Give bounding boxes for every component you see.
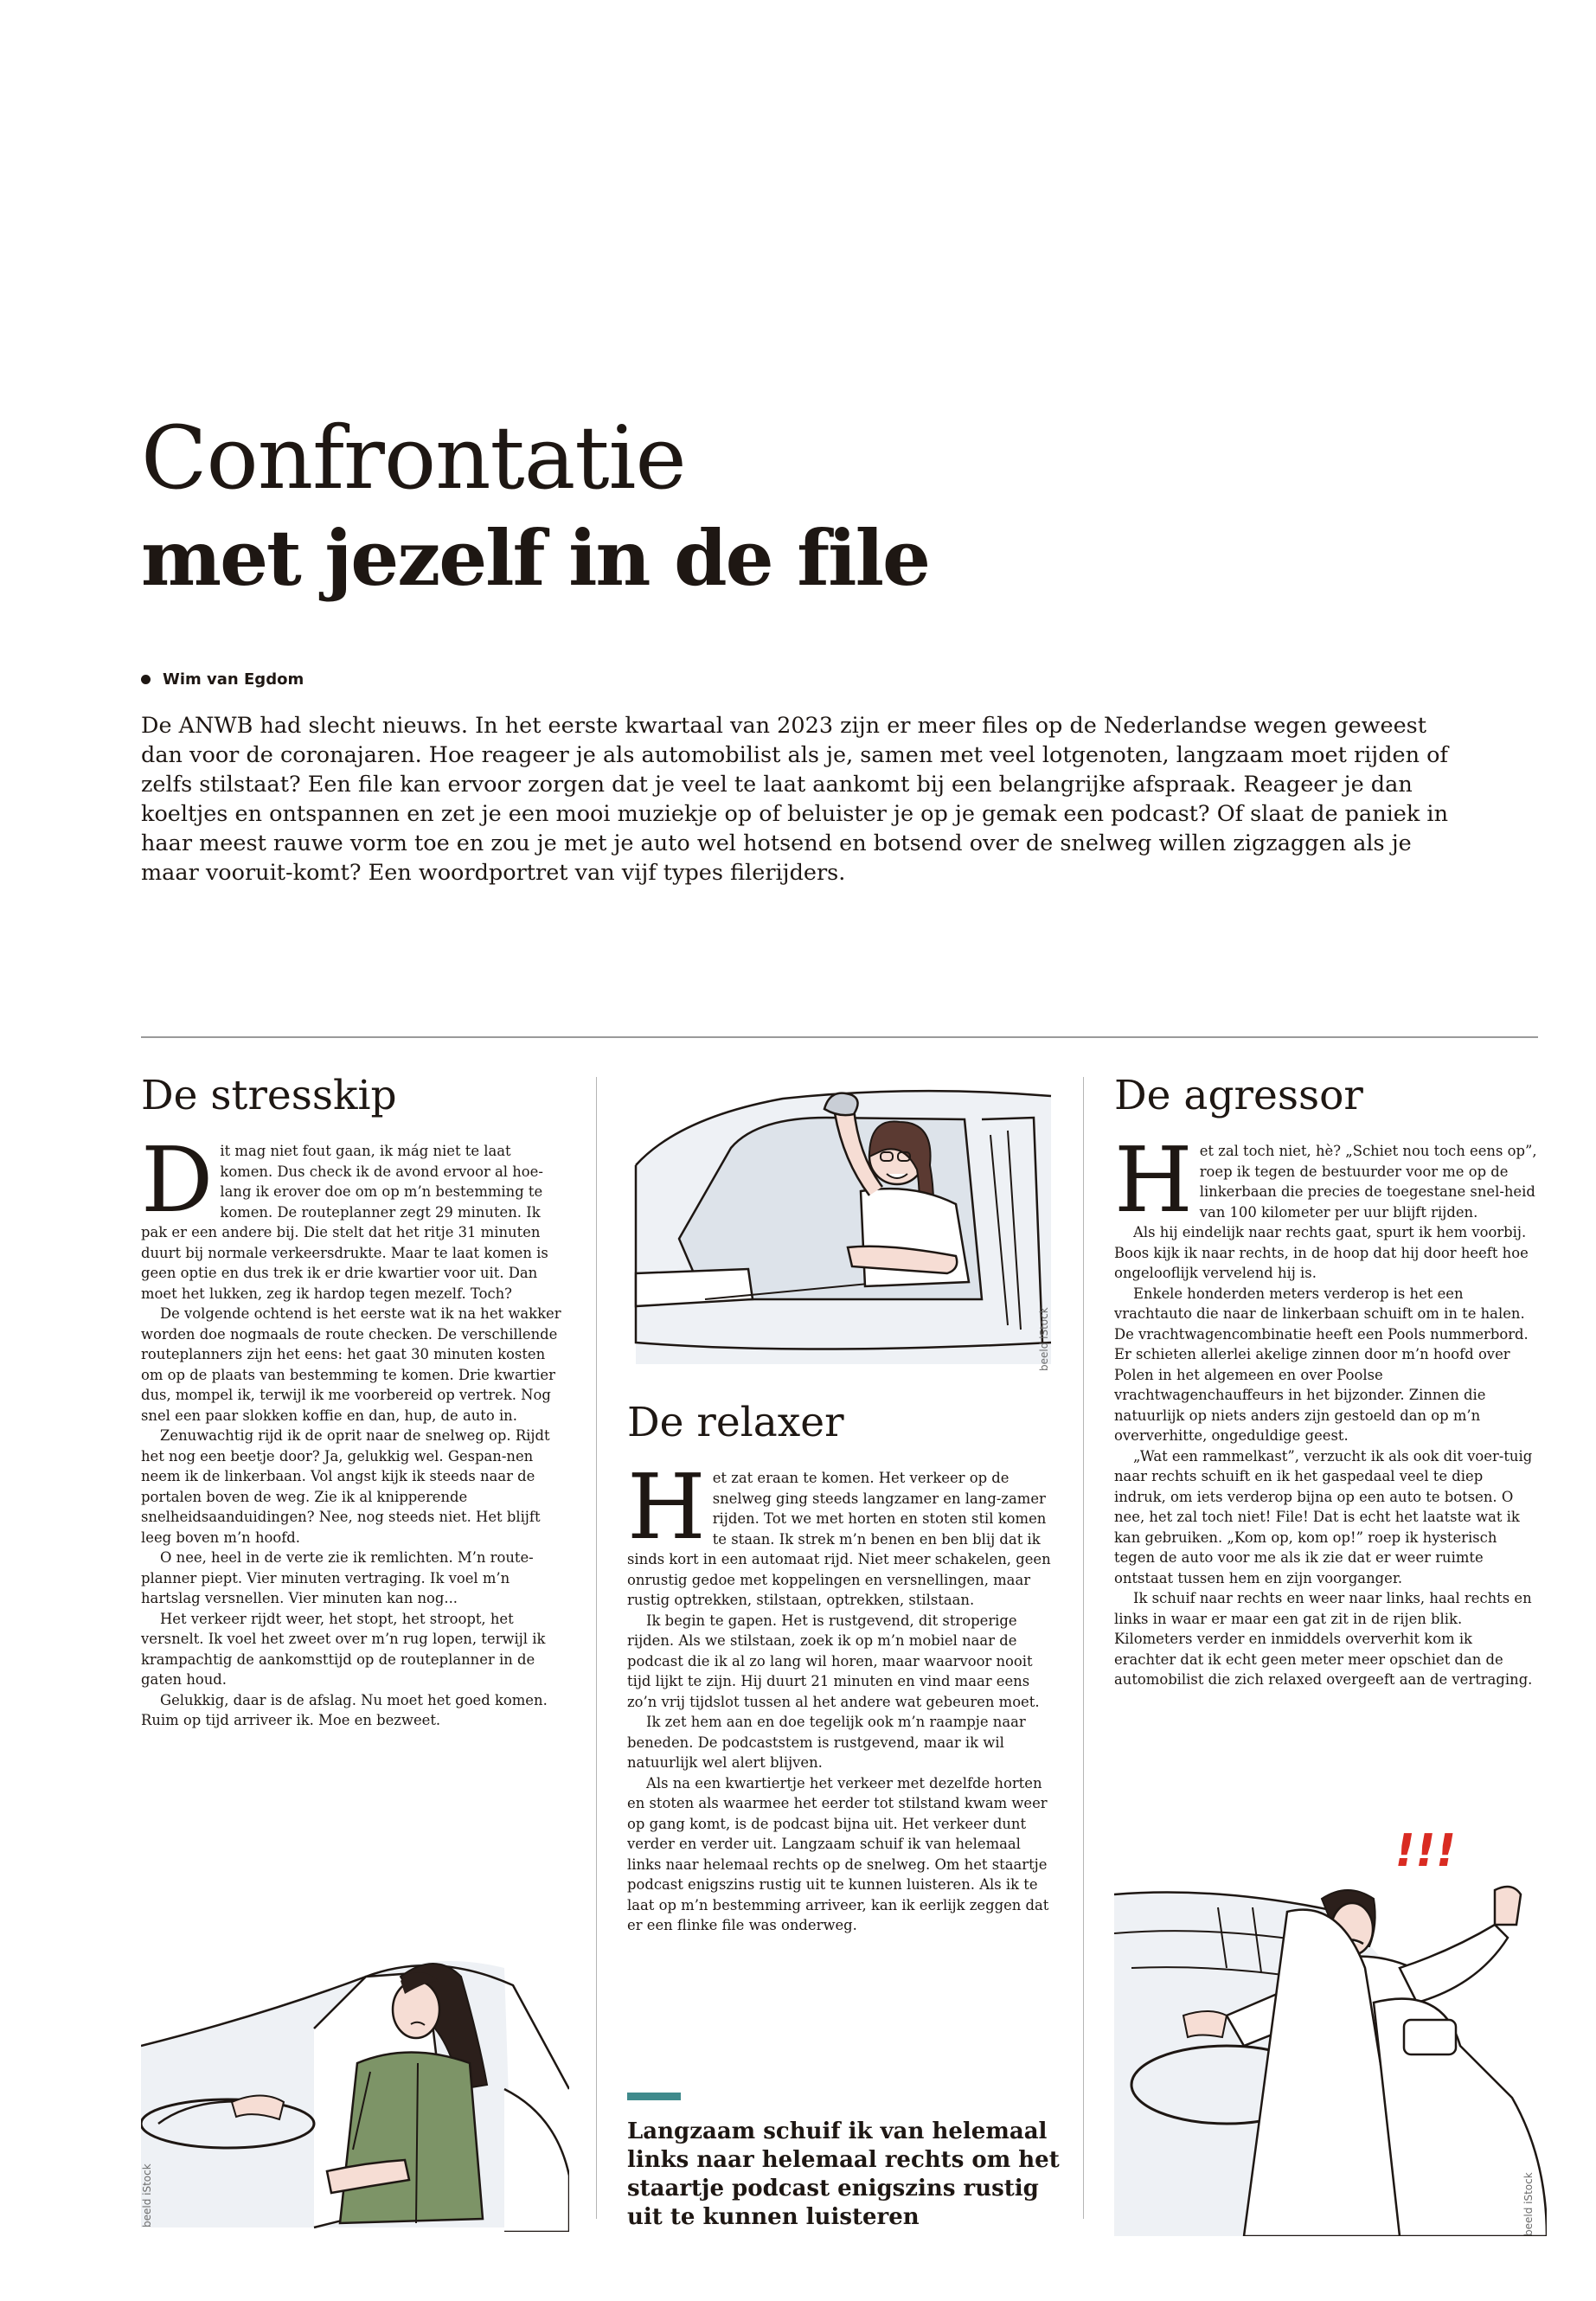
- paragraph: Ik zet hem aan en doe tegelijk ook m’n raampje naar beneden. De podcaststem is rustgevend, maar ik wil natuurlijk wel alert blijven.: [627, 1714, 1026, 1771]
- drop-cap: H: [627, 1454, 706, 1560]
- article-title-line2: met jezelf in de file: [141, 513, 930, 603]
- image-credit: beeld iStock: [1038, 1307, 1050, 1371]
- paragraph: De volgende ochtend is het eerste wat ik na het wakker worden doe nogmaals de route checken. De verschillende routeplanners zijn het eens: het gaat 30 minuten kosten om op de plaats van bestemming te komen. Drie kwartier dus, mompel ik, terwijl ik me voorbereid op vertrek. Nog snel een paar slokken koffie en dan, hup, de auto in.: [141, 1305, 561, 1424]
- section-heading: De stresskip: [141, 1072, 397, 1119]
- bullet-icon: [141, 675, 151, 684]
- paragraph: Enkele honderden meters verderop is het een vrachtauto die naar de linkerbaan schuift om in te halen. De vrachtwagencombinatie heeft een Pools nummerbord. Er schieten allerlei akelige zinnen door m’n hoofd over Polen in het algemeen en over Poolse vrachtwagenchauffeurs in het bijzonder. Zinnen die natuurlijk op niets anders zijn gestoeld dan op m’n oververhitte, ongeduldige geest.: [1114, 1285, 1529, 1444]
- section-heading: De relaxer: [627, 1399, 844, 1446]
- section-heading: De agressor: [1114, 1072, 1363, 1119]
- paragraph: Het verkeer rijdt weer, het stopt, het stroopt, het versnelt. Ik voel het zweet over m’n rug lopen, terwijl ik krampachtig de aankomsttijd op de routeplanner in de gaten houd.: [141, 1610, 546, 1688]
- paragraph: Gelukkig, daar is de afslag. Nu moet het goed komen. Ruim op tijd arriveer ik. Moe en bezweet.: [141, 1691, 548, 1728]
- pullquote-accent-bar: [627, 2093, 681, 2100]
- paragraph: O nee, heel in de verte zie ik remlichten. M’n route-planner piept. Vier minuten vertraging. Ik voel m’n hartslag versnellen. Vier minuten kan nog...: [141, 1549, 534, 1606]
- paragraph: Zenuwachtig rijd ik de oprit naar de snelweg op. Rijdt het nog een beetje door? Ja, gelukkig wel. Gespan-nen neem ik de linkerbaan. Vol angst kijk ik steeds naar de portalen boven de weg. Zie ik al knipperende snelheidsaanduidingen? Nee, nog steeds niet. Het blijft leeg boven m’n hoofd.: [141, 1427, 550, 1546]
- paragraph: Het zat eraan te komen. Het verkeer op de snelweg ging steeds langzamer en lang-zamer rijden. Tot we met horten en stoten stil komen te staan. Ik strek m’n benen en ben blij dat ik sinds kort in een automaat rijd. Niet meer schakelen, geen onrustig gedoe met koppelingen en versnellingen, maar rustig optrekken, stilstaan, optrekken, stilstaan.: [627, 1454, 1051, 1608]
- paragraph: Als na een kwartiertje het verkeer met dezelfde horten en stoten als waarmee het eerder tot stilstand kwam weer op gang komt, is de podcast bijna uit. Het verkeer dunt verder en verder uit. Langzaam schuif ik van helemaal links naar helemaal rechts op de snelweg. Om het staartje podcast enigszins rustig uit te kunnen luisteren. Als ik te laat op m’n bestemming arriveer, kan ik eerlijk zeggen dat er een flinke file was onderweg.: [627, 1774, 1049, 1933]
- section-divider: [141, 1036, 1538, 1038]
- byline: [141, 670, 304, 689]
- image-credit: beeld iStock: [141, 2163, 153, 2227]
- paragraph: Dit mag niet fout gaan, ik mág niet te laat komen. Dus check ik de avond ervoor al hoe-lang ik erover doe om op m’n bestemming te komen. De routeplanner zegt 29 minuten. Ik pak er een andere bij. Die stelt dat het ritje 31 minuten duurt bij normale verkeersdrukte. Maar te laat komen is geen optie en dus trek ik er drie kwartier voor uit. Dan moet het lukken, zeg ik hardop tegen mezelf. Toch?: [141, 1127, 548, 1302]
- column-divider: [1083, 1077, 1084, 2219]
- paragraph: Het zal toch niet, hè? „Schiet nou toch eens op”, roep ik tegen de bestuurder voor me op de linkerbaan die precies de toegestane snel-heid van 100 kilometer per uur blijft rijden.: [1114, 1127, 1537, 1233]
- paragraph: Als hij eindelijk naar rechts gaat, spurt ik hem voorbij. Boos kijk ik naar rechts, in de hoop dat hij door heeft hoe ongelooflijk vervelend hij is.: [1114, 1224, 1529, 1281]
- section-agressor: [1114, 1070, 1538, 1690]
- illustration-relaxed-woman-in-car: [627, 1083, 1055, 1368]
- exclamation-marks: !!!: [1389, 1825, 1461, 1877]
- author-name: Wim van Egdom: [163, 670, 304, 689]
- drop-cap: H: [1114, 1127, 1193, 1233]
- article-title-line1: Confrontatie: [141, 407, 686, 509]
- paragraph: Ik schuif naar rechts en weer naar links, haal rechts en links in waar er maar een gat zit in de rijen blik. Kilometers verder en inmiddels oververhit kom ik erachter dat ik echt geen meter meer opschiet dan de automobilist die zich relaxed overgeeft aan de vertraging.: [1114, 1590, 1533, 1688]
- column-divider: [596, 1077, 597, 2219]
- intro-paragraph: De ANWB had slecht nieuws. In het eerste kwartaal van 2023 zijn er meer files op de Nederlandse wegen geweest dan voor de coronajaren. Hoe reageer je als automobilist als je, samen met veel lotgenoten, langzaam moet rijden of zelfs stilstaat? Een file kan ervoor zorgen dat je veel te laat aankomt bij een belangrijke afspraak. Reageer je dan koeltjes en ontspannen en zet je een mooi muziekje op of beluister je op je gemak een podcast? Of slaat de paniek in haar meest rauwe vorm toe en zou je met je auto wel hotsend en botsend over de snelweg willen zigzaggen als je maar vooruit-komt? Een woordportret van vijf types filerijders.: [141, 713, 1448, 886]
- image-credit: beeld iStock: [1522, 2172, 1535, 2236]
- pullquote: Langzaam schuif ik van helemaal links naar helemaal rechts om het staartje podcast enigszins rustig uit te kunnen luisteren: [627, 2118, 1060, 2230]
- section-relaxer: [627, 1397, 1051, 1936]
- section-stresskip: [141, 1070, 565, 1731]
- illustration-angry-man-in-car: [1114, 1873, 1547, 2236]
- illustration-stressed-woman-driving: [141, 1933, 569, 2232]
- paragraph: „Wat een rammelkast”, verzucht ik als ook dit voer-tuig naar rechts schuift en ik het gaspedaal veel te diep indruk, om iets verderop bijna op een auto te botsen. O nee, het zal toch niet! File! Dat is echt het laatste wat ik kan gebruiken. „Kom op, kom op!” roep ik hysterisch tegen de auto voor me als ik zie dat er weer ruimte ontstaat tussen hem en zijn voorganger.: [1114, 1447, 1533, 1586]
- drop-cap: D: [141, 1127, 214, 1233]
- paragraph: Ik begin te gapen. Het is rustgevend, dit stroperige rijden. Als we stilstaan, zoek ik op m’n mobiel naar de podcast die ik al zo lang wil horen, maar waarvoor nooit tijd lijkt te zijn. Hij duurt 21 minuten en vind maar eens zo’n vrij tijdslot tussen al het andere wat gebeuren moet.: [627, 1612, 1040, 1710]
